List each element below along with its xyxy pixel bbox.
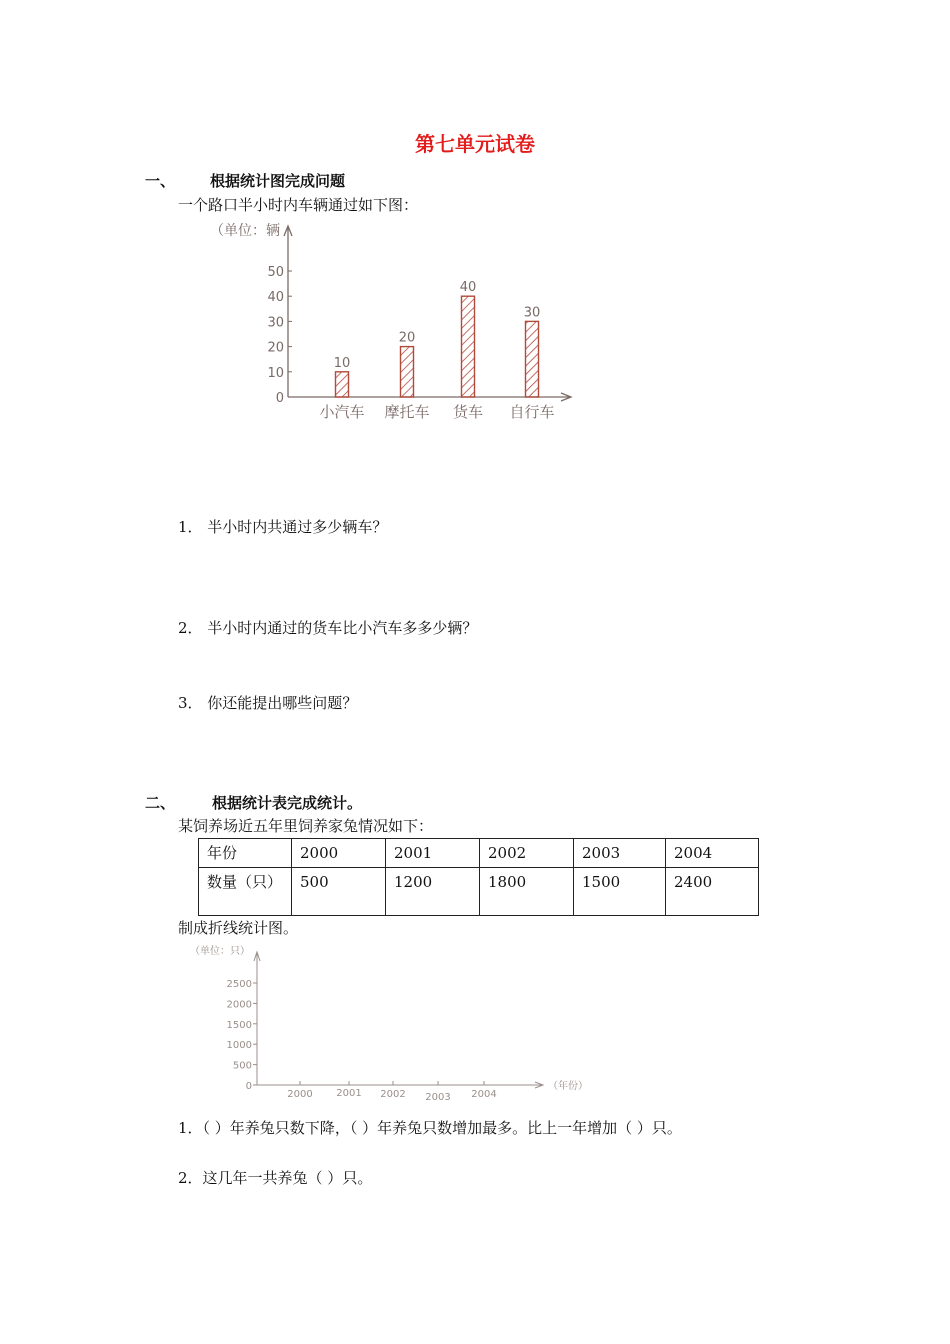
bar-category-label: 摩托车	[384, 403, 430, 421]
bar-0	[336, 372, 349, 397]
bar-y-tick-label: 30	[267, 315, 284, 331]
line-x-tick-label: 2000	[287, 1089, 313, 1100]
bar-category-label: 小汽车	[319, 403, 365, 421]
table-cell: 2004	[666, 839, 759, 868]
line-y-tick-label: 1500	[226, 1019, 252, 1031]
table-header-count: 数量（只）	[199, 868, 292, 916]
section1-question-2: 2． 半小时内通过的货车比小汽车多多少辆？	[178, 619, 478, 637]
line-unit-label: （单位：只）	[190, 946, 250, 957]
table-cell: 1200	[386, 868, 480, 916]
line-x-tick-label: 2001	[336, 1088, 362, 1099]
section1-question-1: 1． 半小时内共通过多少辆车？	[178, 518, 388, 536]
bar-3	[526, 321, 539, 397]
table-row	[199, 868, 759, 916]
bar-chart	[200, 216, 600, 426]
section1-intro: 一个路口半小时内车辆通过如下图：	[178, 196, 419, 214]
section2-number: 二、	[145, 794, 176, 812]
table-header-year: 年份	[199, 839, 292, 868]
bar-value-label: 30	[523, 305, 541, 321]
page-title: 第七单元试卷	[415, 132, 535, 156]
table-cell: 2002	[480, 839, 574, 868]
section2-after-table: 制成折线统计图。	[178, 919, 299, 937]
table-cell: 1500	[574, 868, 666, 916]
table-cell: 2003	[574, 839, 666, 868]
bar-y-tick-label: 0	[275, 391, 284, 406]
bar-value-label: 20	[398, 330, 416, 346]
line-x-tick-label: 2002	[380, 1089, 406, 1100]
bar-category-label: 货车	[452, 403, 484, 421]
section1-number: 一、	[145, 172, 176, 190]
line-y-tick-label: 2500	[226, 979, 252, 990]
bar-2	[462, 296, 475, 397]
line-y-tick-label: 0	[245, 1081, 252, 1092]
bar-category-label: 自行车	[509, 403, 555, 421]
line-y-tick-label: 2000	[226, 999, 252, 1011]
table-cell: 2001	[386, 839, 480, 868]
section2-question-2: 2．这几年一共养兔（ ）只。	[178, 1169, 373, 1187]
bar-y-tick-label: 20	[267, 340, 284, 356]
line-x-tick-label: 2004	[471, 1089, 497, 1100]
line-chart	[190, 940, 600, 1105]
line-x-label: （年份）	[548, 1081, 588, 1092]
table-cell: 1800	[480, 868, 574, 916]
rabbit-table	[198, 838, 759, 916]
table-cell: 2400	[666, 868, 759, 916]
bar-y-tick-label: 40	[267, 290, 284, 306]
table-row	[199, 839, 759, 868]
section2-heading: 根据统计表完成统计。	[212, 794, 363, 812]
bar-unit-label: （单位：辆	[210, 223, 280, 239]
section1-heading: 根据统计图完成问题	[210, 172, 346, 190]
bar-y-tick-label: 10	[267, 365, 284, 381]
section1-question-3: 3． 你还能提出哪些问题？	[178, 694, 358, 712]
section2-question-1: 1．（ ）年养兔只数下降，（ ）年养兔只数增加最多。比上一年增加（ ）只。	[178, 1119, 682, 1137]
bar-1	[401, 347, 414, 397]
section2-intro: 某饲养场近五年里饲养家兔情况如下：	[178, 817, 434, 835]
line-y-tick-label: 1000	[226, 1040, 252, 1052]
bar-value-label: 40	[459, 280, 477, 296]
table-cell: 2000	[292, 839, 386, 868]
bar-y-tick-label: 50	[267, 265, 284, 280]
line-y-tick-label: 500	[232, 1060, 252, 1072]
line-x-tick-label: 2003	[425, 1092, 451, 1103]
table-cell: 500	[292, 868, 386, 916]
bar-value-label: 10	[333, 355, 351, 371]
